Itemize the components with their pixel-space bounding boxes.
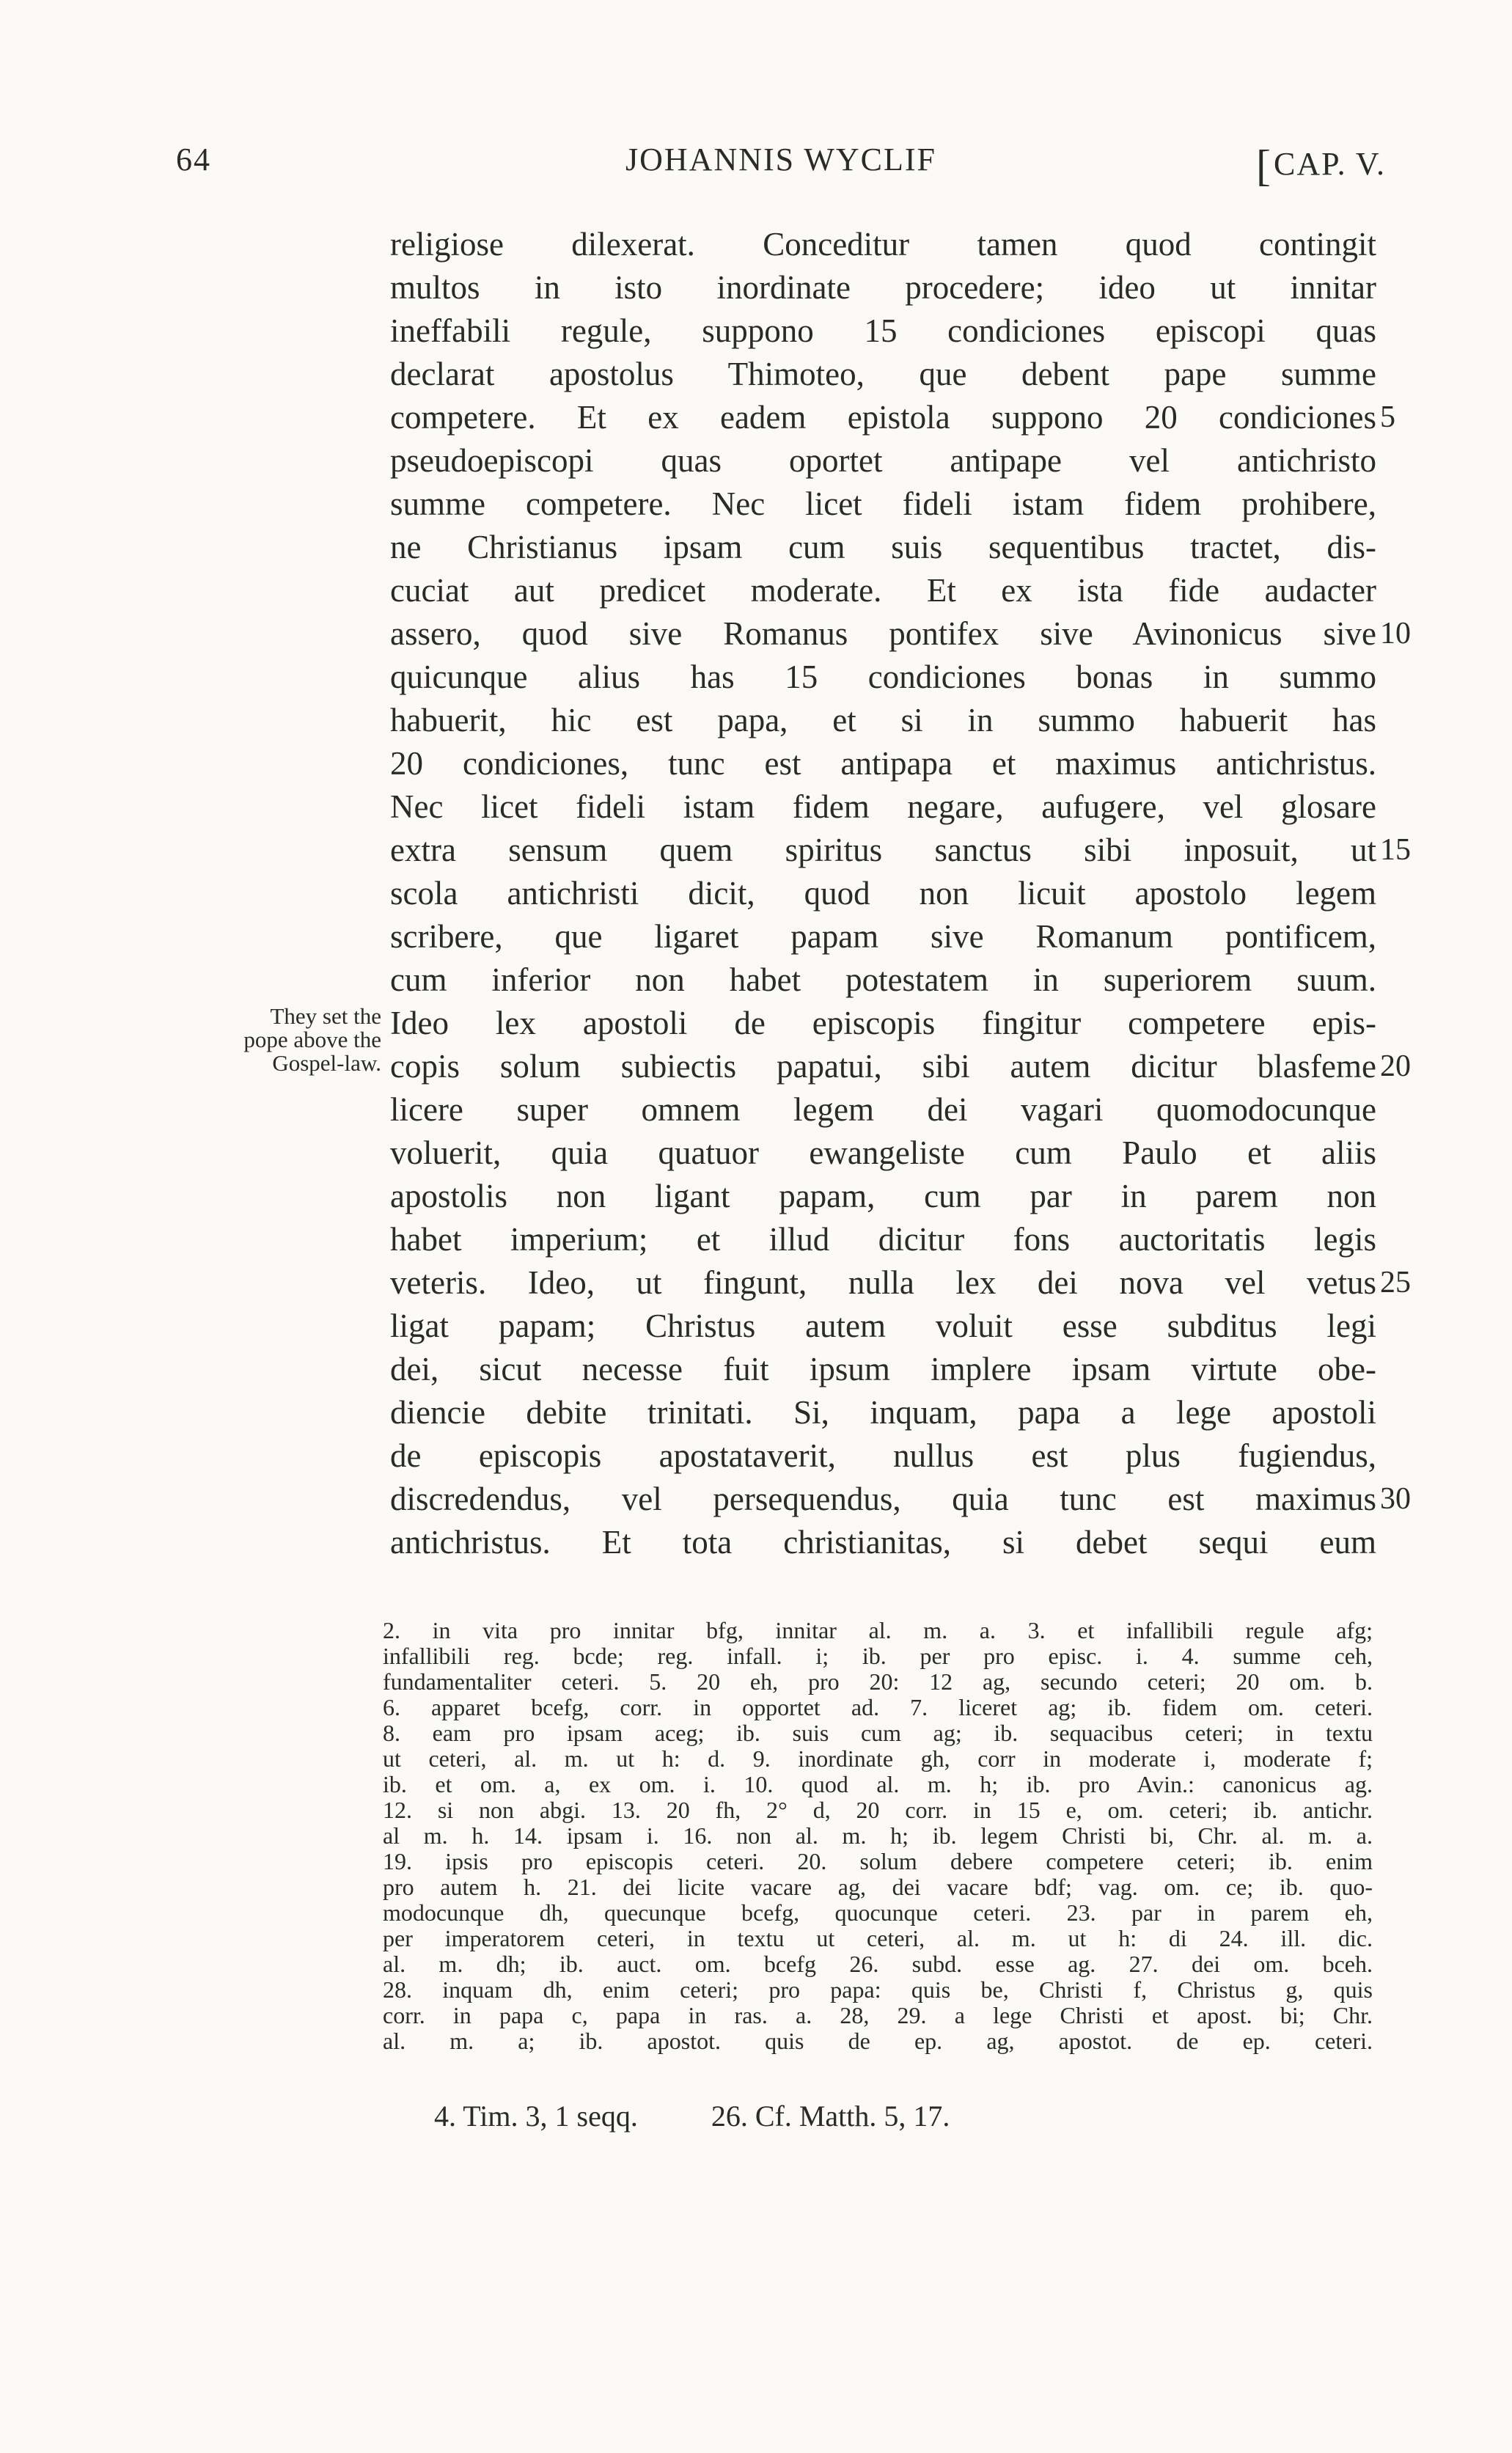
text-line-content: competere. Et ex eadem epistola suppono 20 condiciones [390, 399, 1376, 436]
text-line [390, 785, 1376, 829]
text-line-content: multos in isto inordinate procedere; ideo ut innitar [390, 269, 1376, 306]
marginal-note-line: Gospel-law. [272, 1050, 381, 1076]
footnote-line: pro autem h. 21. dei licite vacare ag, dei vacare bdf; vag. om. ce; ib. quo- [383, 1874, 1373, 1900]
text-line [390, 1348, 1376, 1391]
text-line-content: habet imperium; et illud dicitur fons auctoritatis legis [390, 1221, 1376, 1258]
running-header [176, 141, 1386, 190]
text-line-content: extra sensum quem spiritus sanctus sibi inposuit, ut [390, 832, 1376, 868]
text-line [390, 1521, 1376, 1564]
text-line [390, 612, 1411, 656]
text-line-content: voluerit, quia quatuor ewangeliste cum Paulo et aliis [390, 1134, 1376, 1171]
text-line-content: cum inferior non habet potestatem in superiorem suum. [390, 961, 1376, 998]
reference-item: 26. Cf. Matth. 5, 17. [711, 2100, 950, 2133]
text-line-content: cuciat aut predicet moderate. Et ex ista fide audacter [390, 572, 1376, 609]
footnote-line: ut ceteri, al. m. ut h: d. 9. inordinate gh, corr in moderate i, moderate f; [383, 1745, 1373, 1772]
marginal-note [182, 1005, 381, 1075]
footnote-line: 12. si non abgi. 13. 20 fh, 2° d, 20 corr. in 15 e, om. ceteri; ib. antichr. [383, 1797, 1373, 1823]
text-line-content: religiose dilexerat. Conceditur tamen quod contingit [390, 226, 1376, 263]
reference-item: 4. Tim. 3, 1 seqq. [434, 2100, 638, 2133]
footnote-line: fundamentaliter ceteri. 5. 20 eh, pro 20: 12 ag, secundo ceteri; 20 om. b. [383, 1668, 1373, 1695]
text-line [390, 1132, 1376, 1175]
text-line-content: veteris. Ideo, ut fingunt, nulla lex dei nova vel vetus [390, 1264, 1376, 1301]
text-line [390, 958, 1376, 1002]
text-line [390, 1261, 1411, 1305]
text-line [390, 1175, 1376, 1218]
source-references [434, 2099, 1167, 2133]
text-line [390, 266, 1376, 309]
text-line-content: ne Christianus ipsam cum suis sequentibus tractet, dis- [390, 529, 1376, 565]
text-line [390, 309, 1376, 353]
text-line [390, 872, 1376, 915]
footnote-line: corr. in papa c, papa in ras. a. 28, 29. a lege Christi et apost. bi; Chr. [383, 2002, 1373, 2028]
text-line-content: ligat papam; Christus autem voluit esse subditus legi [390, 1308, 1376, 1344]
critical-apparatus [383, 1618, 1373, 2054]
text-line [390, 1088, 1376, 1132]
line-number: 10 [1380, 617, 1411, 650]
text-line [390, 1305, 1376, 1348]
text-line [390, 829, 1411, 872]
text-line-content: summe competere. Nec licet fideli istam fidem prohibere, [390, 485, 1376, 522]
line-number: 25 [1380, 1266, 1411, 1299]
text-line [390, 1218, 1376, 1261]
text-line-content: antichristus. Et tota christianitas, si debet sequi eum [390, 1524, 1376, 1561]
text-line-content: pseudoepiscopi quas oportet antipape vel antichristo [390, 442, 1376, 479]
marginal-note-line: pope above the [243, 1027, 381, 1052]
text-line-content: Ideo lex apostoli de episcopis fingitur competere epis- [390, 1005, 1376, 1041]
text-line [390, 396, 1395, 439]
text-line [390, 656, 1376, 699]
text-line [390, 699, 1376, 742]
text-line-content: ineffabili regule, suppono 15 condiciones episcopi quas [390, 312, 1376, 349]
footnote-line: 19. ipsis pro episcopis ceteri. 20. solum debere competere ceteri; ib. enim [383, 1848, 1373, 1874]
text-line-content: 20 condiciones, tunc est antipapa et maximus antichristus. [390, 745, 1376, 782]
text-line [390, 742, 1376, 785]
footnote-line: al. m. dh; ib. auct. om. bcefg 26. subd. esse ag. 27. dei om. bceh. [383, 1951, 1373, 1977]
marginal-note-line: They set the [270, 1003, 381, 1029]
text-line [390, 569, 1376, 612]
main-text [390, 223, 1411, 1564]
text-line-content: apostolis non ligant papam, cum par in parem non [390, 1178, 1376, 1214]
text-line-content: licere super omnem legem dei vagari quomodocunque [390, 1091, 1376, 1128]
footnote-line: ib. et om. a, ex om. i. 10. quod al. m. h; ib. pro Avin.: canonicus ag. [383, 1771, 1373, 1797]
text-line-content: scola antichristi dicit, quod non licuit apostolo legem [390, 875, 1376, 912]
page-number: 64 [176, 142, 211, 177]
text-line [390, 1002, 1376, 1045]
text-line [390, 1478, 1411, 1521]
text-line [390, 1434, 1376, 1478]
text-line-content: assero, quod sive Romanus pontifex sive Avinonicus sive [390, 615, 1376, 652]
line-number: 15 [1380, 833, 1411, 867]
chapter-label: [CAP. V. [1255, 142, 1386, 190]
footnote-line: 8. eam pro ipsam aceg; ib. suis cum ag; ib. sequacibus ceteri; in textu [383, 1720, 1373, 1746]
text-line [390, 353, 1376, 396]
chapter-text: CAP. V. [1273, 146, 1386, 182]
text-line-content: scribere, que ligaret papam sive Romanum pontificem, [390, 918, 1376, 955]
text-line-content: habuerit, hic est papa, et si in summo habuerit has [390, 702, 1376, 738]
text-line-content: diencie debite trinitati. Si, inquam, papa a lege apostoli [390, 1394, 1376, 1431]
footnote-line: al m. h. 14. ipsam i. 16. non al. m. h; ib. legem Christi bi, Chr. al. m. a. [383, 1822, 1373, 1849]
footnote-line: per imperatorem ceteri, in textu ut ceteri, al. m. ut h: di 24. ill. dic. [383, 1925, 1373, 1951]
text-line-content: dei, sicut necesse fuit ipsum implere ipsam virtute obe- [390, 1351, 1376, 1387]
text-line-content: Nec licet fideli istam fidem negare, aufugere, vel glosare [390, 788, 1376, 825]
text-line-content: declarat apostolus Thimoteo, que debent pape summe [390, 356, 1376, 392]
text-line [390, 483, 1376, 526]
text-line [390, 915, 1376, 958]
footnote-line: al. m. a; ib. apostot. quis de ep. ag, apostot. de ep. ceteri. [383, 2028, 1373, 2054]
text-line-content: de episcopis apostataverit, nullus est plus fugiendus, [390, 1437, 1376, 1474]
line-number: 5 [1380, 400, 1395, 434]
text-line-content: discredendus, vel persequendus, quia tunc est maximus [390, 1481, 1376, 1517]
footnote-line: infallibili reg. bcde; reg. infall. i; ib. per pro episc. i. 4. summe ceh, [383, 1643, 1373, 1669]
line-number: 20 [1380, 1049, 1411, 1083]
text-line [390, 1045, 1411, 1088]
footnote-line: 6. apparet bcefg, corr. in opportet ad. 7. liceret ag; ib. fidem om. ceteri. [383, 1694, 1373, 1720]
text-line-content: copis solum subiectis papatui, sibi autem dicitur blasfeme [390, 1048, 1376, 1085]
line-number: 30 [1380, 1482, 1411, 1516]
text-line [390, 1391, 1376, 1434]
running-title: JOHANNIS WYCLIF [625, 142, 936, 177]
text-line [390, 223, 1376, 266]
text-line [390, 526, 1376, 569]
footnote-line: 2. in vita pro innitar bfg, innitar al. m. a. 3. et infallibili regule afg; [383, 1617, 1373, 1643]
text-line-content: quicunque alius has 15 condiciones bonas in summo [390, 659, 1376, 695]
text-line [390, 439, 1376, 483]
footnote-line: modocunque dh, quecunque bcefg, quocunque ceteri. 23. par in parem eh, [383, 1899, 1373, 1926]
footnote-line: 28. inquam dh, enim ceteri; pro papa: quis be, Christi f, Christus g, quis [383, 1976, 1373, 2003]
